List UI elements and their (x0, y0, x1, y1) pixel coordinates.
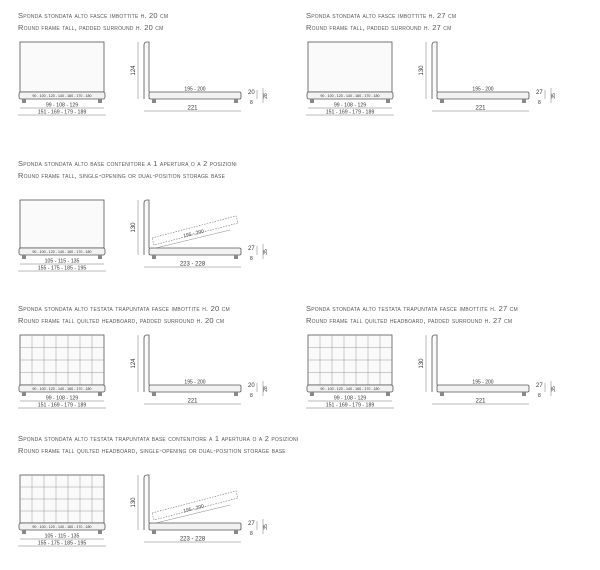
foot-side-right (234, 255, 238, 259)
depth-label: 223 - 228 (179, 261, 206, 268)
depth-label: 221 (187, 105, 198, 112)
foot-height-label: 8 (538, 100, 541, 106)
base-side (149, 92, 241, 99)
dim2-label: 155 - 175 - 185 - 195 (37, 540, 87, 547)
title-it: Sponda stondata alto fasce imbottite h. 27 cm (306, 11, 457, 20)
foot-side-left (152, 99, 156, 103)
base-height-label: 27 (248, 521, 255, 527)
foot-side-right (234, 530, 238, 534)
base-side (149, 385, 241, 392)
base-side (437, 92, 529, 99)
title-it: Sponda stondata alto base contenitore a 1 apertura o a 2 posizioni (18, 159, 237, 168)
dim2-label: 151 - 169 - 179 - 189 (37, 402, 87, 409)
depth-label: 221 (475, 105, 486, 112)
drawing-canvas (18, 12, 318, 142)
foot-side-left (152, 255, 156, 259)
front-sizes-label: 90 - 100 - 120 - 140 - 160 - 170 - 180 (32, 387, 92, 391)
dim2-label: 151 - 169 - 179 - 189 (325, 109, 375, 116)
title-en: Round frame tall quilted headboard, padded surround h. 20 cm (18, 316, 225, 325)
total-base-label: 28 (263, 386, 269, 392)
side-length-label: 195 - 200 (184, 86, 206, 93)
depth-label: 221 (187, 398, 198, 405)
block-4 (18, 305, 288, 415)
base-dimensions (248, 381, 269, 399)
block-2 (306, 12, 576, 142)
title-en: Round frame tall quilted headboard, padded surround h. 27 cm (306, 316, 513, 325)
base-height-label: 20 (248, 90, 255, 96)
height-label: 124 (131, 65, 137, 76)
front-sizes-label: 90 - 100 - 120 - 140 - 160 - 170 - 180 (32, 250, 92, 254)
title-it: Sponda stondata alto fasce imbottite h. 20 cm (18, 11, 169, 20)
foot-height-label: 8 (250, 393, 253, 399)
front-sizes-label: 90 - 100 - 120 - 140 - 160 - 170 - 180 (320, 94, 380, 98)
title-it: Sponda stondata alto testata trapuntata base contenitore a 1 apertura o a 2 posizioni (18, 434, 299, 443)
foot-left (22, 255, 26, 259)
drawing-canvas (18, 305, 318, 435)
dim1-label: 99 - 108 - 129 (45, 102, 79, 109)
side-length-label: 195 - 200 (472, 86, 494, 93)
dim1-label: 99 - 108 - 129 (333, 102, 367, 109)
foot-left (310, 99, 314, 103)
base-dimensions (536, 381, 557, 399)
foot-right (98, 530, 102, 534)
foot-side-right (234, 99, 238, 103)
foot-height-label: 8 (538, 393, 541, 399)
side-view (419, 335, 529, 405)
side-length-label: 195 - 200 (472, 379, 494, 386)
front-view (18, 475, 106, 547)
foot-side-right (522, 392, 526, 396)
block-6 (18, 435, 318, 565)
foot-side-left (440, 392, 444, 396)
block-1 (18, 12, 288, 142)
front-view (18, 335, 106, 409)
height-label: 130 (419, 358, 425, 369)
total-base-label: 35 (263, 524, 269, 530)
foot-height-label: 8 (250, 256, 253, 262)
total-base-label: 35 (551, 386, 557, 392)
dim1-label: 99 - 108 - 129 (333, 395, 367, 402)
headboard-side (432, 335, 437, 392)
foot-height-label: 8 (250, 531, 253, 537)
base-dimensions (248, 244, 269, 262)
height-label: 130 (131, 222, 137, 233)
front-sizes-label: 90 - 100 - 120 - 140 - 160 - 170 - 180 (32, 94, 92, 98)
dim2-label: 151 - 169 - 179 - 189 (325, 402, 375, 409)
base-height-label: 27 (536, 90, 543, 96)
foot-right (98, 392, 102, 396)
base-dimensions (536, 88, 557, 106)
front-sizes-label: 90 - 100 - 120 - 140 - 160 - 170 - 180 (32, 525, 92, 529)
headboard-side (432, 42, 437, 99)
title-en: Round frame tall, single-opening or dual-position storage base (18, 171, 226, 180)
dim2-label: 155 - 175 - 185 - 195 (37, 265, 87, 272)
side-length-label: 195 - 200 (182, 228, 205, 240)
total-base-label: 35 (551, 93, 557, 99)
side-view (131, 200, 241, 268)
side-length-label: 195 - 200 (184, 379, 206, 386)
front-view (306, 42, 394, 116)
front-view (18, 200, 106, 272)
side-length-label: 195 - 200 (182, 503, 205, 515)
dim2-label: 151 - 169 - 179 - 189 (37, 109, 87, 116)
dim1-label: 105 - 115 - 135 (44, 533, 80, 540)
side-view (131, 42, 241, 112)
front-view (306, 335, 394, 409)
foot-side-left (152, 392, 156, 396)
headboard-front (20, 42, 104, 92)
side-view (131, 335, 241, 405)
depth-label: 223 - 228 (179, 536, 206, 543)
drawing-canvas (306, 12, 600, 142)
title-it: Sponda stondata alto testata trapuntata fasce imbottite h. 20 cm (18, 304, 230, 313)
drawing-canvas (18, 435, 318, 565)
side-view (419, 42, 529, 112)
headboard-front (20, 200, 104, 248)
title-en: Round frame tall, padded surround h. 20 cm (18, 23, 164, 32)
dim1-label: 99 - 108 - 129 (45, 395, 79, 402)
headboard-side (144, 475, 149, 530)
headboard-side (144, 42, 149, 99)
foot-side-right (234, 392, 238, 396)
title-it: Sponda stondata alto testata trapuntata fasce imbottite h. 27 cm (306, 304, 518, 313)
base-dimensions (248, 88, 269, 106)
foot-right (386, 99, 390, 103)
front-sizes-label: 90 - 100 - 120 - 140 - 160 - 170 - 180 (320, 387, 380, 391)
foot-left (22, 392, 26, 396)
headboard-front (308, 42, 392, 92)
height-label: 130 (131, 497, 137, 508)
foot-side-left (152, 530, 156, 534)
block-3 (18, 160, 288, 285)
total-base-label: 35 (263, 249, 269, 255)
base-dimensions (248, 519, 269, 537)
title-en: Round frame tall quilted headboard, single-opening or dual-position storage base (18, 446, 286, 455)
total-base-label: 28 (263, 93, 269, 99)
base-height-label: 27 (536, 383, 543, 389)
dim1-label: 105 - 115 - 135 (44, 258, 80, 265)
base-side (149, 248, 241, 255)
base-side (149, 523, 241, 530)
headboard-side (144, 335, 149, 392)
base-height-label: 20 (248, 383, 255, 389)
height-label: 124 (131, 358, 137, 369)
base-height-label: 27 (248, 246, 255, 252)
drawing-canvas (18, 160, 318, 290)
height-label: 130 (419, 65, 425, 76)
foot-right (386, 392, 390, 396)
headboard-side (144, 200, 149, 255)
foot-left (22, 530, 26, 534)
depth-label: 221 (475, 398, 486, 405)
title-en: Round frame tall, padded surround h. 27 cm (306, 23, 452, 32)
base-side (437, 385, 529, 392)
foot-left (310, 392, 314, 396)
foot-right (98, 99, 102, 103)
drawing-canvas (306, 305, 600, 435)
front-view (18, 42, 106, 116)
foot-side-left (440, 99, 444, 103)
foot-right (98, 255, 102, 259)
foot-left (22, 99, 26, 103)
side-view (131, 475, 241, 543)
block-5 (306, 305, 576, 415)
foot-side-right (522, 99, 526, 103)
foot-height-label: 8 (250, 100, 253, 106)
